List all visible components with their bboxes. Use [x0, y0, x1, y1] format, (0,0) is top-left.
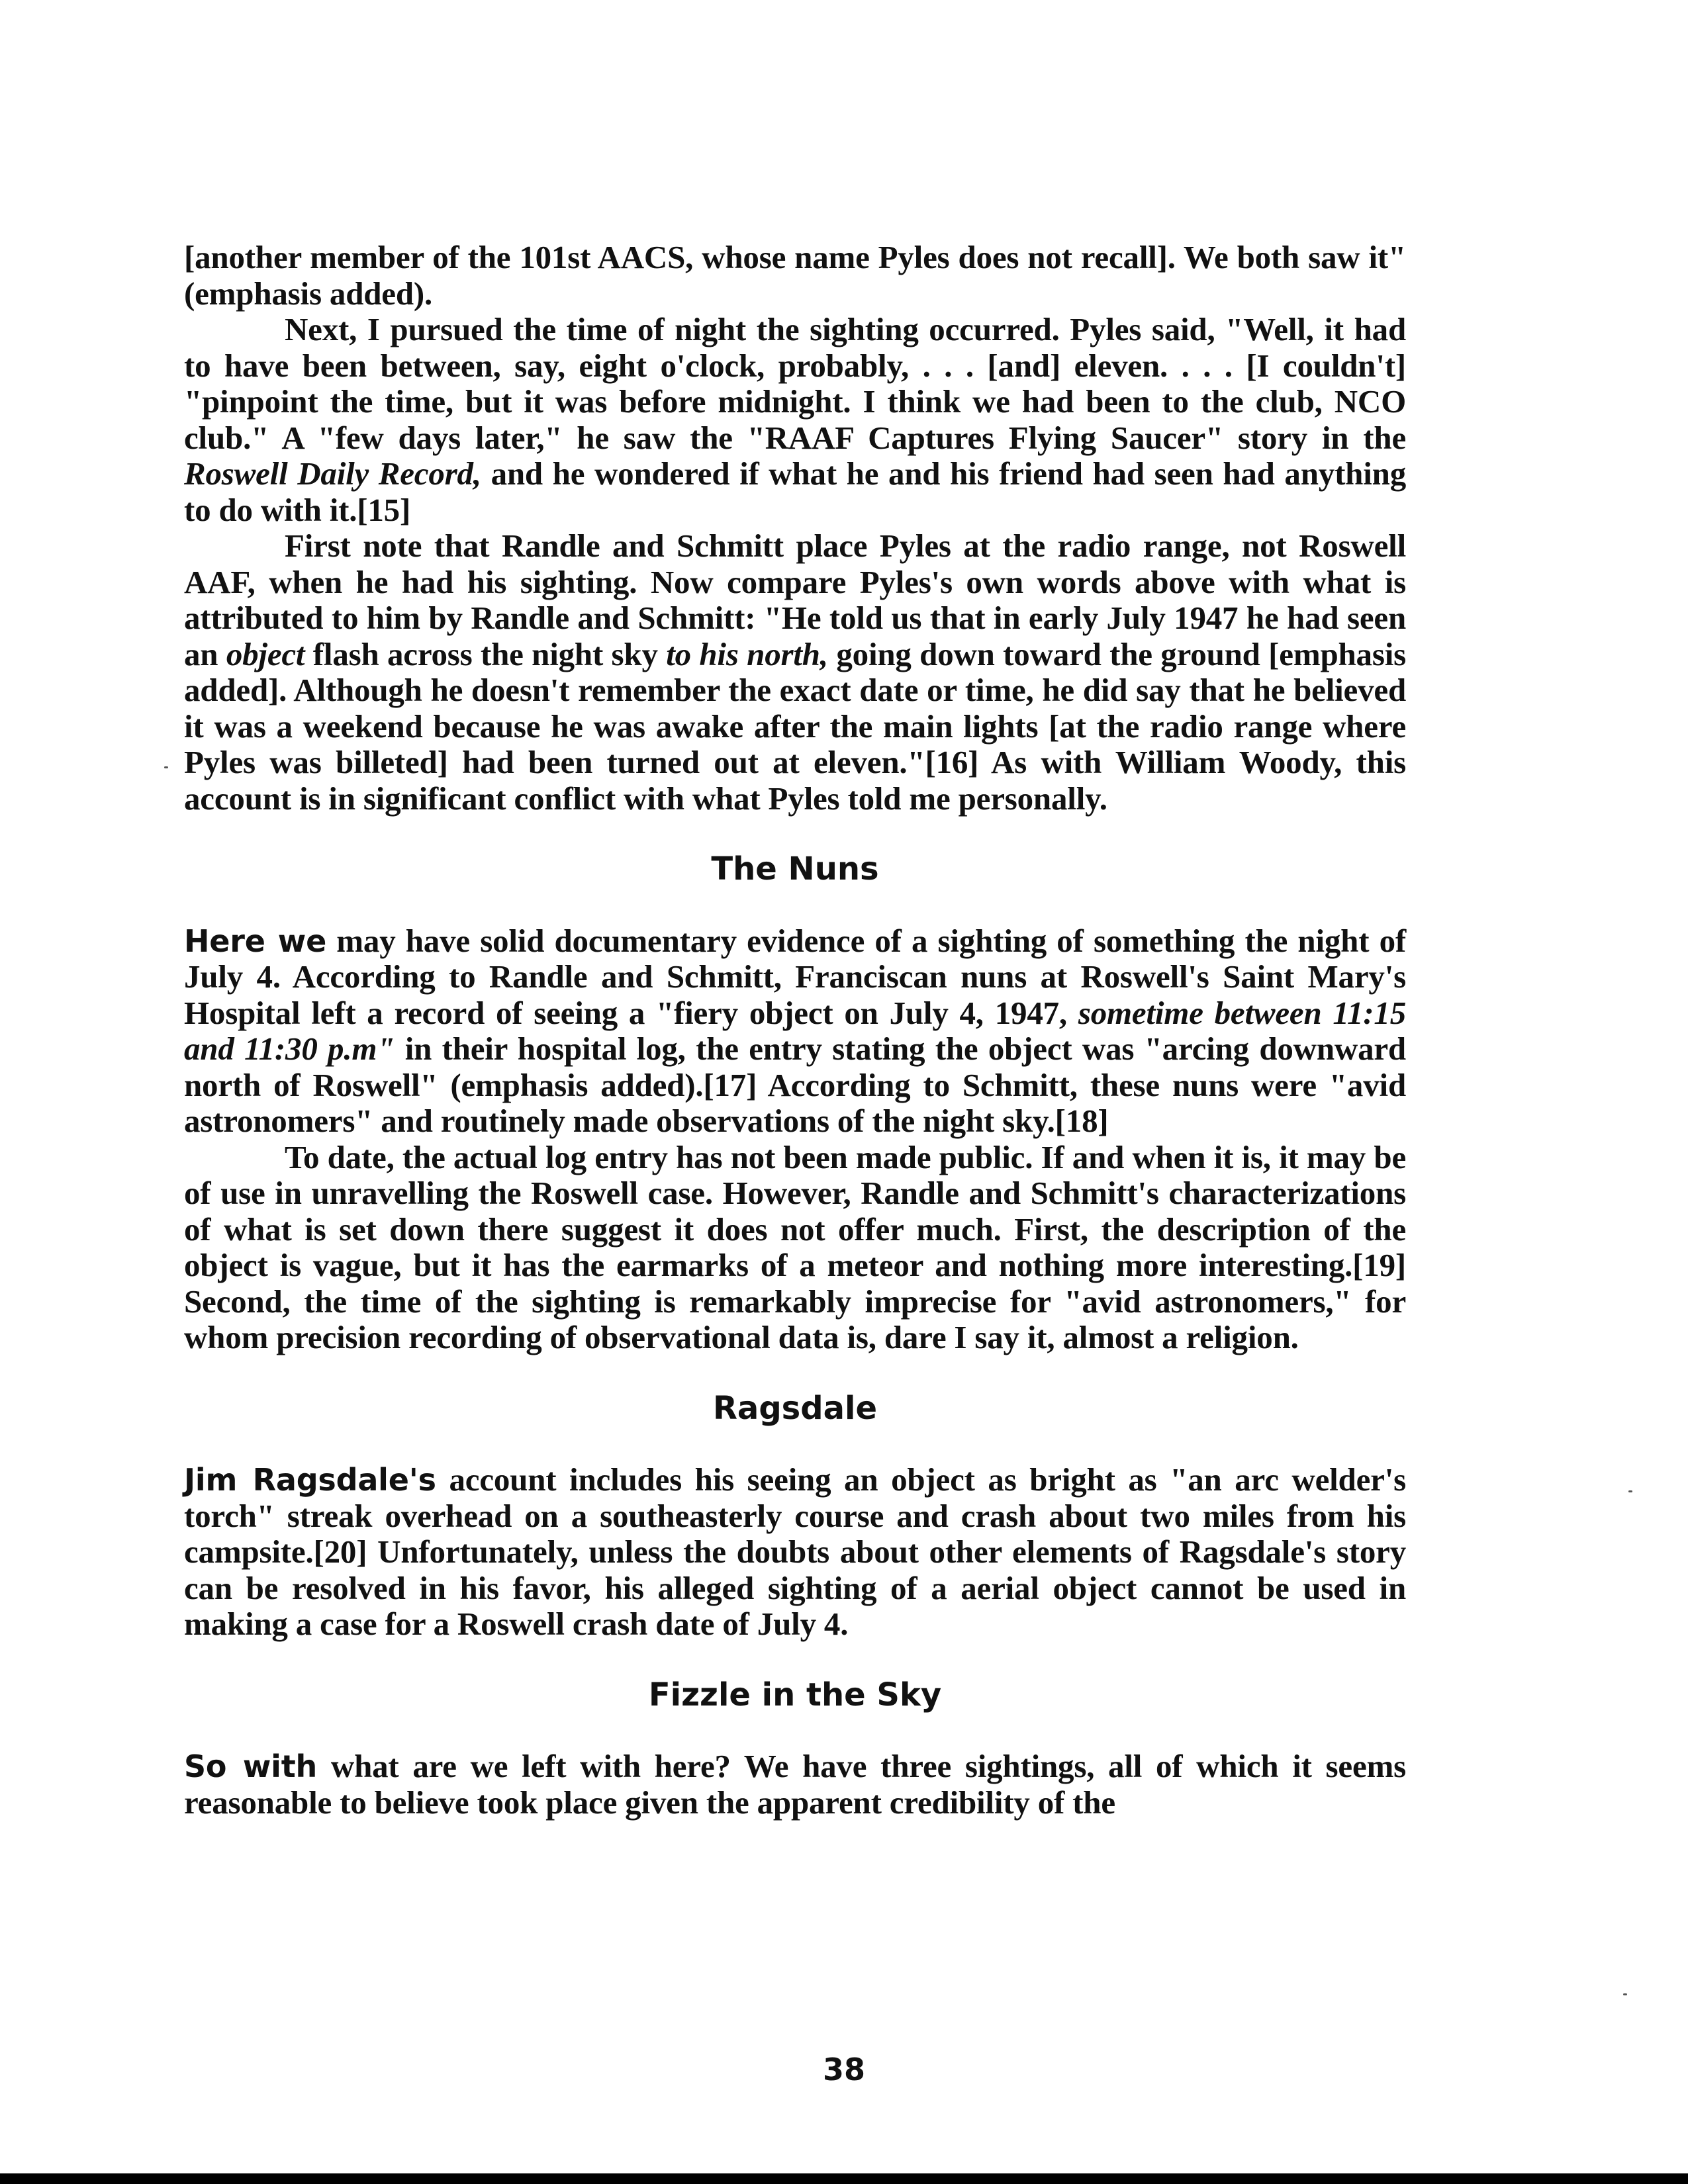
paragraph-6	[184, 1462, 1406, 1643]
paragraph-5	[184, 1140, 1406, 1356]
paragraph-3-text-b: flash across the night sky	[305, 635, 667, 672]
emphasis-time: sometime between 11:15 and 11:30 p.m"	[184, 994, 1406, 1067]
paragraph-3	[184, 528, 1406, 817]
paragraph-4-text-b: in their hospital log, the entry stating the object was "arcing downward north of Roswell" (emphasis added).[17] According to Schmitt, these nuns were "avid astronomers" and routinely made observations of the night sky.[18]	[184, 1030, 1406, 1139]
paragraph-2	[184, 312, 1406, 528]
paragraph-3-text-c: going down toward the ground [emphasis added]. Although he doesn't remember the exact date or time, he did say that he believed it was a weekend because he was awake after the main lights [at the radio range where Pyles was billeted] had been turned out at eleven."[16] As with William Woody, this account is in significant conflict with what Pyles told me personally.	[184, 635, 1407, 817]
paragraph-6-lead: Jim Ragsdale's	[184, 1462, 436, 1498]
paragraph-7-text: what are we left with here? We have three sightings, all of which it seems reasonable to believe took place given the apparent credibility of the	[184, 1748, 1406, 1821]
paragraph-4-lead: Here we	[184, 923, 327, 959]
paragraph-7	[184, 1749, 1406, 1821]
scan-speck	[1628, 1490, 1632, 1492]
body-text	[184, 240, 1406, 1821]
paragraph-4-text-a: may have solid documentary evidence of a sighting of something the night of July 4. According to Randle and Schmitt, Franciscan nuns at Roswell's Saint Mary's Hospital left a record of seeing a "fiery object on July 4, 1947,	[184, 922, 1406, 1031]
section-heading-fizzle: Fizzle in the Sky	[648, 1676, 942, 1713]
section-heading-ragsdale: Ragsdale	[712, 1389, 878, 1427]
paragraph-1-text: [another member of the 101st AACS, whose name Pyles does not recall]. We both saw it" (emphasis added).	[184, 239, 1406, 312]
paragraph-7-lead: So with	[184, 1749, 318, 1784]
paragraph-3-text-a: First note that Randle and Schmitt place Pyles at the radio range, not Roswell AAF, when he had his sighting. Now compare Pyles's own words above with what is attributed to him by Randle and Schmitt: "He told us that in early July 1947 he had seen an	[184, 527, 1406, 672]
scan-speck	[1623, 1993, 1627, 1995]
section-heading-nuns: The Nuns	[711, 850, 879, 887]
scan-speck	[164, 766, 168, 768]
paragraph-6-text: account includes his seeing an object as bright as "an arc welder's torch" streak overhead on a southeasterly course and crash about two miles from his campsite.[20] Unfortunately, unless the doubts about other elements of Ragsdale's story can be resolved in his favor, his alleged sighting of a aerial object cannot be used in making a case for a Roswell crash date of July 4.	[184, 1461, 1406, 1642]
newspaper-title: Roswell Daily Record,	[184, 455, 481, 492]
paragraph-2-text-a: Next, I pursued the time of night the sighting occurred. Pyles said, "Well, it had to have been between, say, eight o'clock, probably, . . . [and] eleven. . . . [I couldn't] "pinpoint the time, but it was before midnight. I think we had been to the club, NCO club." A "few days later," he saw the "RAAF Captures Flying Saucer" story in the	[184, 311, 1406, 456]
paragraph-5-text: To date, the actual log entry has not been made public. If and when it is, it may be of use in unravelling the Roswell case. However, Randle and Schmitt's characterizations of what is set down there suggest it does not offer much. First, the description of the object is vague, but it has the earmarks of a meteor and nothing more interesting.[19] Second, the time of the sighting is remarkably imprecise for "avid astronomers," for whom precision recording of observational data is, dare I say it, almost a religion.	[184, 1138, 1406, 1355]
page-number: 38	[822, 2052, 865, 2087]
emphasis-north: to his north,	[666, 635, 828, 672]
paragraph-1	[184, 240, 1406, 312]
scan-bottom-edge	[0, 2173, 1688, 2184]
paragraph-2-text-b: and he wondered if what he and his friend had seen had anything to do with it.[15]	[184, 455, 1407, 528]
emphasis-object: object	[226, 635, 305, 672]
paragraph-4	[184, 923, 1406, 1140]
